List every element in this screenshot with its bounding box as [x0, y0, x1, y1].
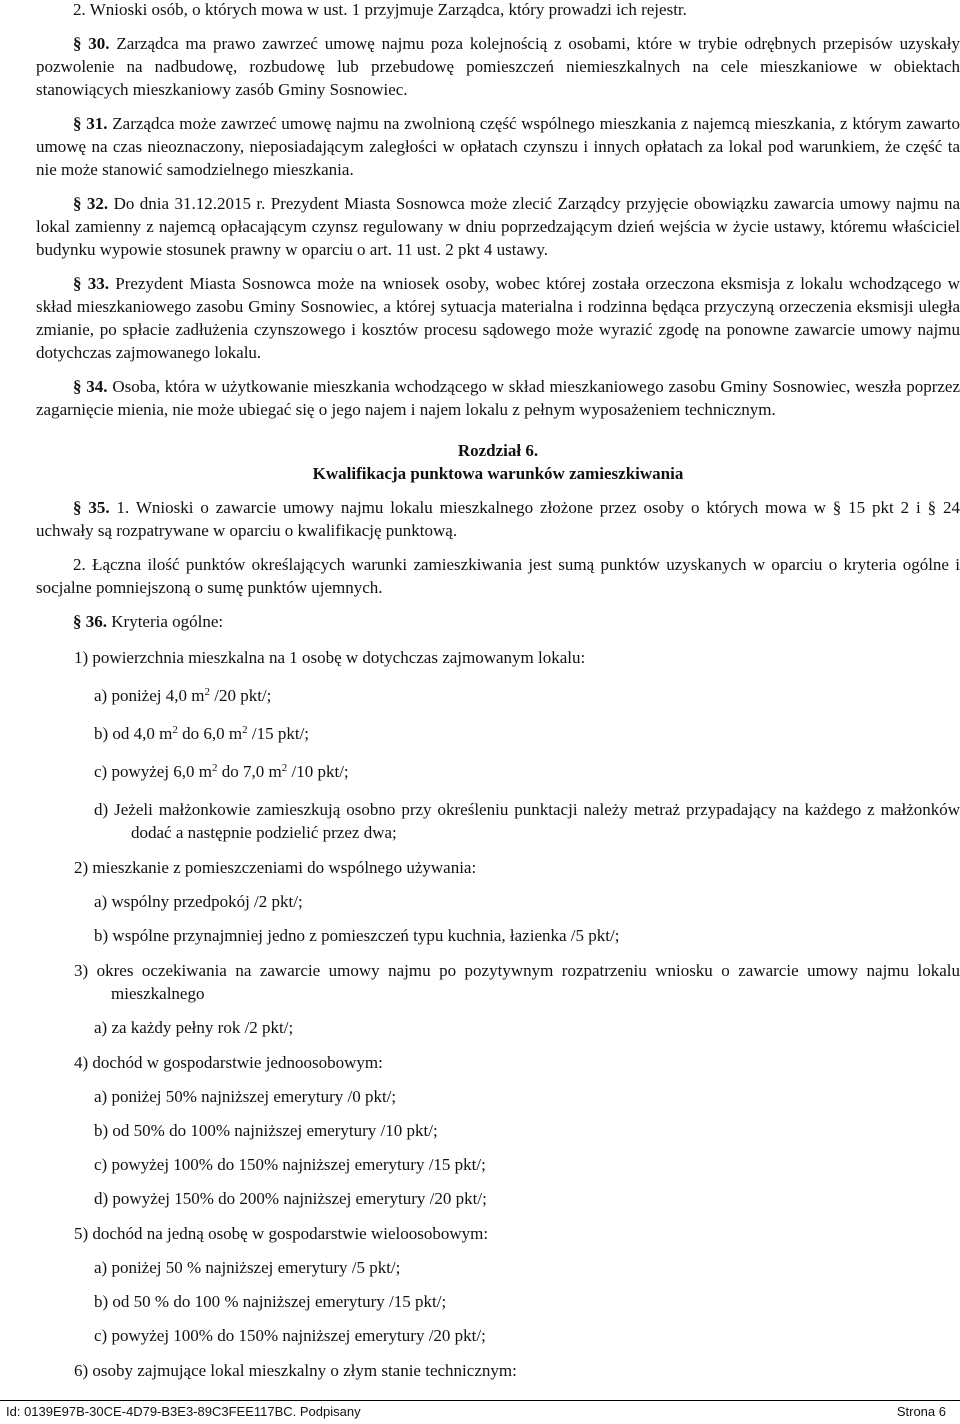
paragraph-31 [36, 112, 960, 181]
superscript: 2 [242, 724, 248, 736]
criterion-1c [36, 760, 960, 783]
section-number: § 31. [73, 114, 108, 133]
criterion-text: a) poniżej 4,0 m [94, 686, 205, 705]
section-text: Kryteria ogólne: [107, 612, 224, 631]
criterion-4c: c) powyżej 100% do 150% najniższej emerytury /15 pkt/; [94, 1155, 486, 1174]
section-text: Osoba, która w użytkowanie mieszkania wchodzącego w skład mieszkaniowego zasobu Gminy Sosnowiec, weszła poprzez zagarnięcie mienia, nie może ubiegać się o jego najem i najem lokalu z pełnym wyposażeniem technicznym. [36, 377, 960, 419]
criterion-text: do 6,0 m [177, 724, 243, 743]
criterion-5a: a) poniżej 50 % najniższej emerytury /5 pkt/; [94, 1258, 401, 1277]
document-page [36, 0, 960, 1382]
paragraph-35 [36, 496, 960, 542]
chapter-title: Rozdział 6. [457, 441, 539, 460]
section-text: Do dnia 31.12.2015 r. Prezydent Miasta Sosnowca może zlecić Zarządcy przyjęcie obowiązku zawarcia umowy najmu na lokal zamienny z najemcą opłacającym czynsz regulowany w dniu poprzedzającym dzień wejścia w życie ustawy, któremu właściciel budynku wypowie stosunek prawny w oparciu o art. 11 ust. 2 pkt 4 ustawy. [36, 194, 960, 259]
criterion-3: 3) okres oczekiwania na zawarcie umowy najmu po pozytywnym rozpatrzeniu wniosku o zawarcie umowy najmu lokalu mieszkalnego [74, 961, 960, 1003]
section-text: Zarządca ma prawo zawrzeć umowę najmu poza kolejnością z osobami, które w trybie odrębnych przepisów uzyskały pozwolenie na nadbudowę, rozbudowę lub przebudowę pomieszczeń niemieszkalnych na cele mieszkaniowe w obiektach stanowiących mieszkaniowy zasób Gminy Sosnowiec. [36, 34, 960, 99]
section-text: Zarządca może zawrzeć umowę najmu na zwolnioną część wspólnego mieszkania z najemcą mieszkania, z którym zawarto umowę na czas nieoznaczony, nieposiadającym zaległości w opłatach czynszu i innych opłatach za lokal pod warunkiem, że część ta nie może stanowić samodzielnego mieszkania. [36, 114, 960, 179]
page-number: Strona 6 [896, 1404, 946, 1419]
criterion-6: 6) osoby zajmujące lokal mieszkalny o złym stanie technicznym: [74, 1361, 517, 1380]
superscript: 2 [204, 686, 210, 698]
criterion-2: 2) mieszkanie z pomieszczeniami do wspólnego używania: [74, 858, 477, 877]
document-id: Id: 0139E97B-30CE-4D79-B3E3-89C3FEE117BC. Podpisany [6, 1404, 361, 1419]
criterion-text: b) od 4,0 m [94, 724, 173, 743]
criterion-text: /20 pkt/; [209, 686, 272, 705]
criterion-1: 1) powierzchnia mieszkalna na 1 osobę w dotychczas zajmowanym lokalu: [74, 648, 586, 667]
criterion-3a: a) za każdy pełny rok /2 pkt/; [94, 1018, 294, 1037]
criterion-5b: b) od 50 % do 100 % najniższej emerytury /15 pkt/; [94, 1292, 447, 1311]
criterion-5: 5) dochód na jedną osobę w gospodarstwie wieloosobowym: [74, 1224, 489, 1243]
criterion-text: /15 pkt/; [247, 724, 310, 743]
section-number: § 34. [73, 377, 108, 396]
section-text: 1. Wnioski o zawarcie umowy najmu lokalu mieszkalnego złożone przez osoby o których mowa w § 15 pkt 2 i § 24 uchwały są rozpatrywane w oparciu o kwalifikację punktową. [36, 498, 960, 540]
criterion-text: c) powyżej 6,0 m [94, 762, 213, 781]
section-number: § 33. [73, 274, 110, 293]
criterion-1d: d) Jeżeli małżonkowie zamieszkują osobno przy określeniu punktacji należy metraż przypadający na każdego z małżonków dodać a następnie podzielić przez dwa; [94, 800, 960, 842]
criterion-text: do 7,0 m [217, 762, 282, 781]
criterion-5c: c) powyżej 100% do 150% najniższej emerytury /20 pkt/; [94, 1326, 486, 1345]
criterion-2b: b) wspólne przynajmniej jedno z pomieszczeń typu kuchnia, łazienka /5 pkt/; [94, 926, 620, 945]
superscript: 2 [212, 762, 218, 774]
superscript: 2 [172, 724, 178, 736]
chapter-subtitle: Kwalifikacja punktowa warunków zamieszkiwania [312, 464, 684, 483]
criterion-2a: a) wspólny przedpokój /2 pkt/; [94, 892, 303, 911]
criterion-4: 4) dochód w gospodarstwie jednoosobowym: [74, 1053, 383, 1072]
criterion-1a [36, 684, 960, 707]
criterion-1b [36, 722, 960, 745]
paragraph-34 [36, 375, 960, 421]
paragraph-35-2: 2. Łączna ilość punktów określających warunki zamieszkiwania jest sumą punktów uzyskanych w oparciu o kryteria ogólne i socjalne pomniejszoną o sumę punktów ujemnych. [36, 555, 960, 597]
section-number: § 36. [73, 612, 107, 631]
criterion-4b: b) od 50% do 100% najniższej emerytury /10 pkt/; [94, 1121, 438, 1140]
criterion-text: /10 pkt/; [287, 762, 349, 781]
paragraph-30 [36, 32, 960, 101]
criterion-4d: d) powyżej 150% do 200% najniższej emerytury /20 pkt/; [94, 1189, 487, 1208]
paragraph-29-2: 2. Wnioski osób, o których mowa w ust. 1 przyjmuje Zarządca, który prowadzi ich rejestr. [73, 0, 687, 19]
section-number: § 30. [73, 34, 110, 53]
section-number: § 32. [73, 194, 109, 213]
paragraph-32 [36, 192, 960, 261]
criterion-4a: a) poniżej 50% najniższej emerytury /0 pkt/; [94, 1087, 397, 1106]
section-text: Prezydent Miasta Sosnowca może na wniosek osoby, wobec której została orzeczona eksmisja z lokalu wchodzącego w skład mieszkaniowego zasobu Gminy Sosnowiec, a której sytuacja materialna i rodzinna będąca przyczyną orzeczenia eksmisji uległa zmianie, po spłacie zadłużenia czynszowego i kosztów procesu sądowego może wyrazić zgodę na ponowne zawarcie umowy najmu dotychczas zajmowanego lokalu. [36, 274, 960, 362]
paragraph-33 [36, 272, 960, 364]
paragraph-36 [36, 610, 960, 633]
page-footer [0, 1400, 960, 1424]
section-number: § 35. [73, 498, 110, 517]
superscript: 2 [281, 762, 288, 774]
